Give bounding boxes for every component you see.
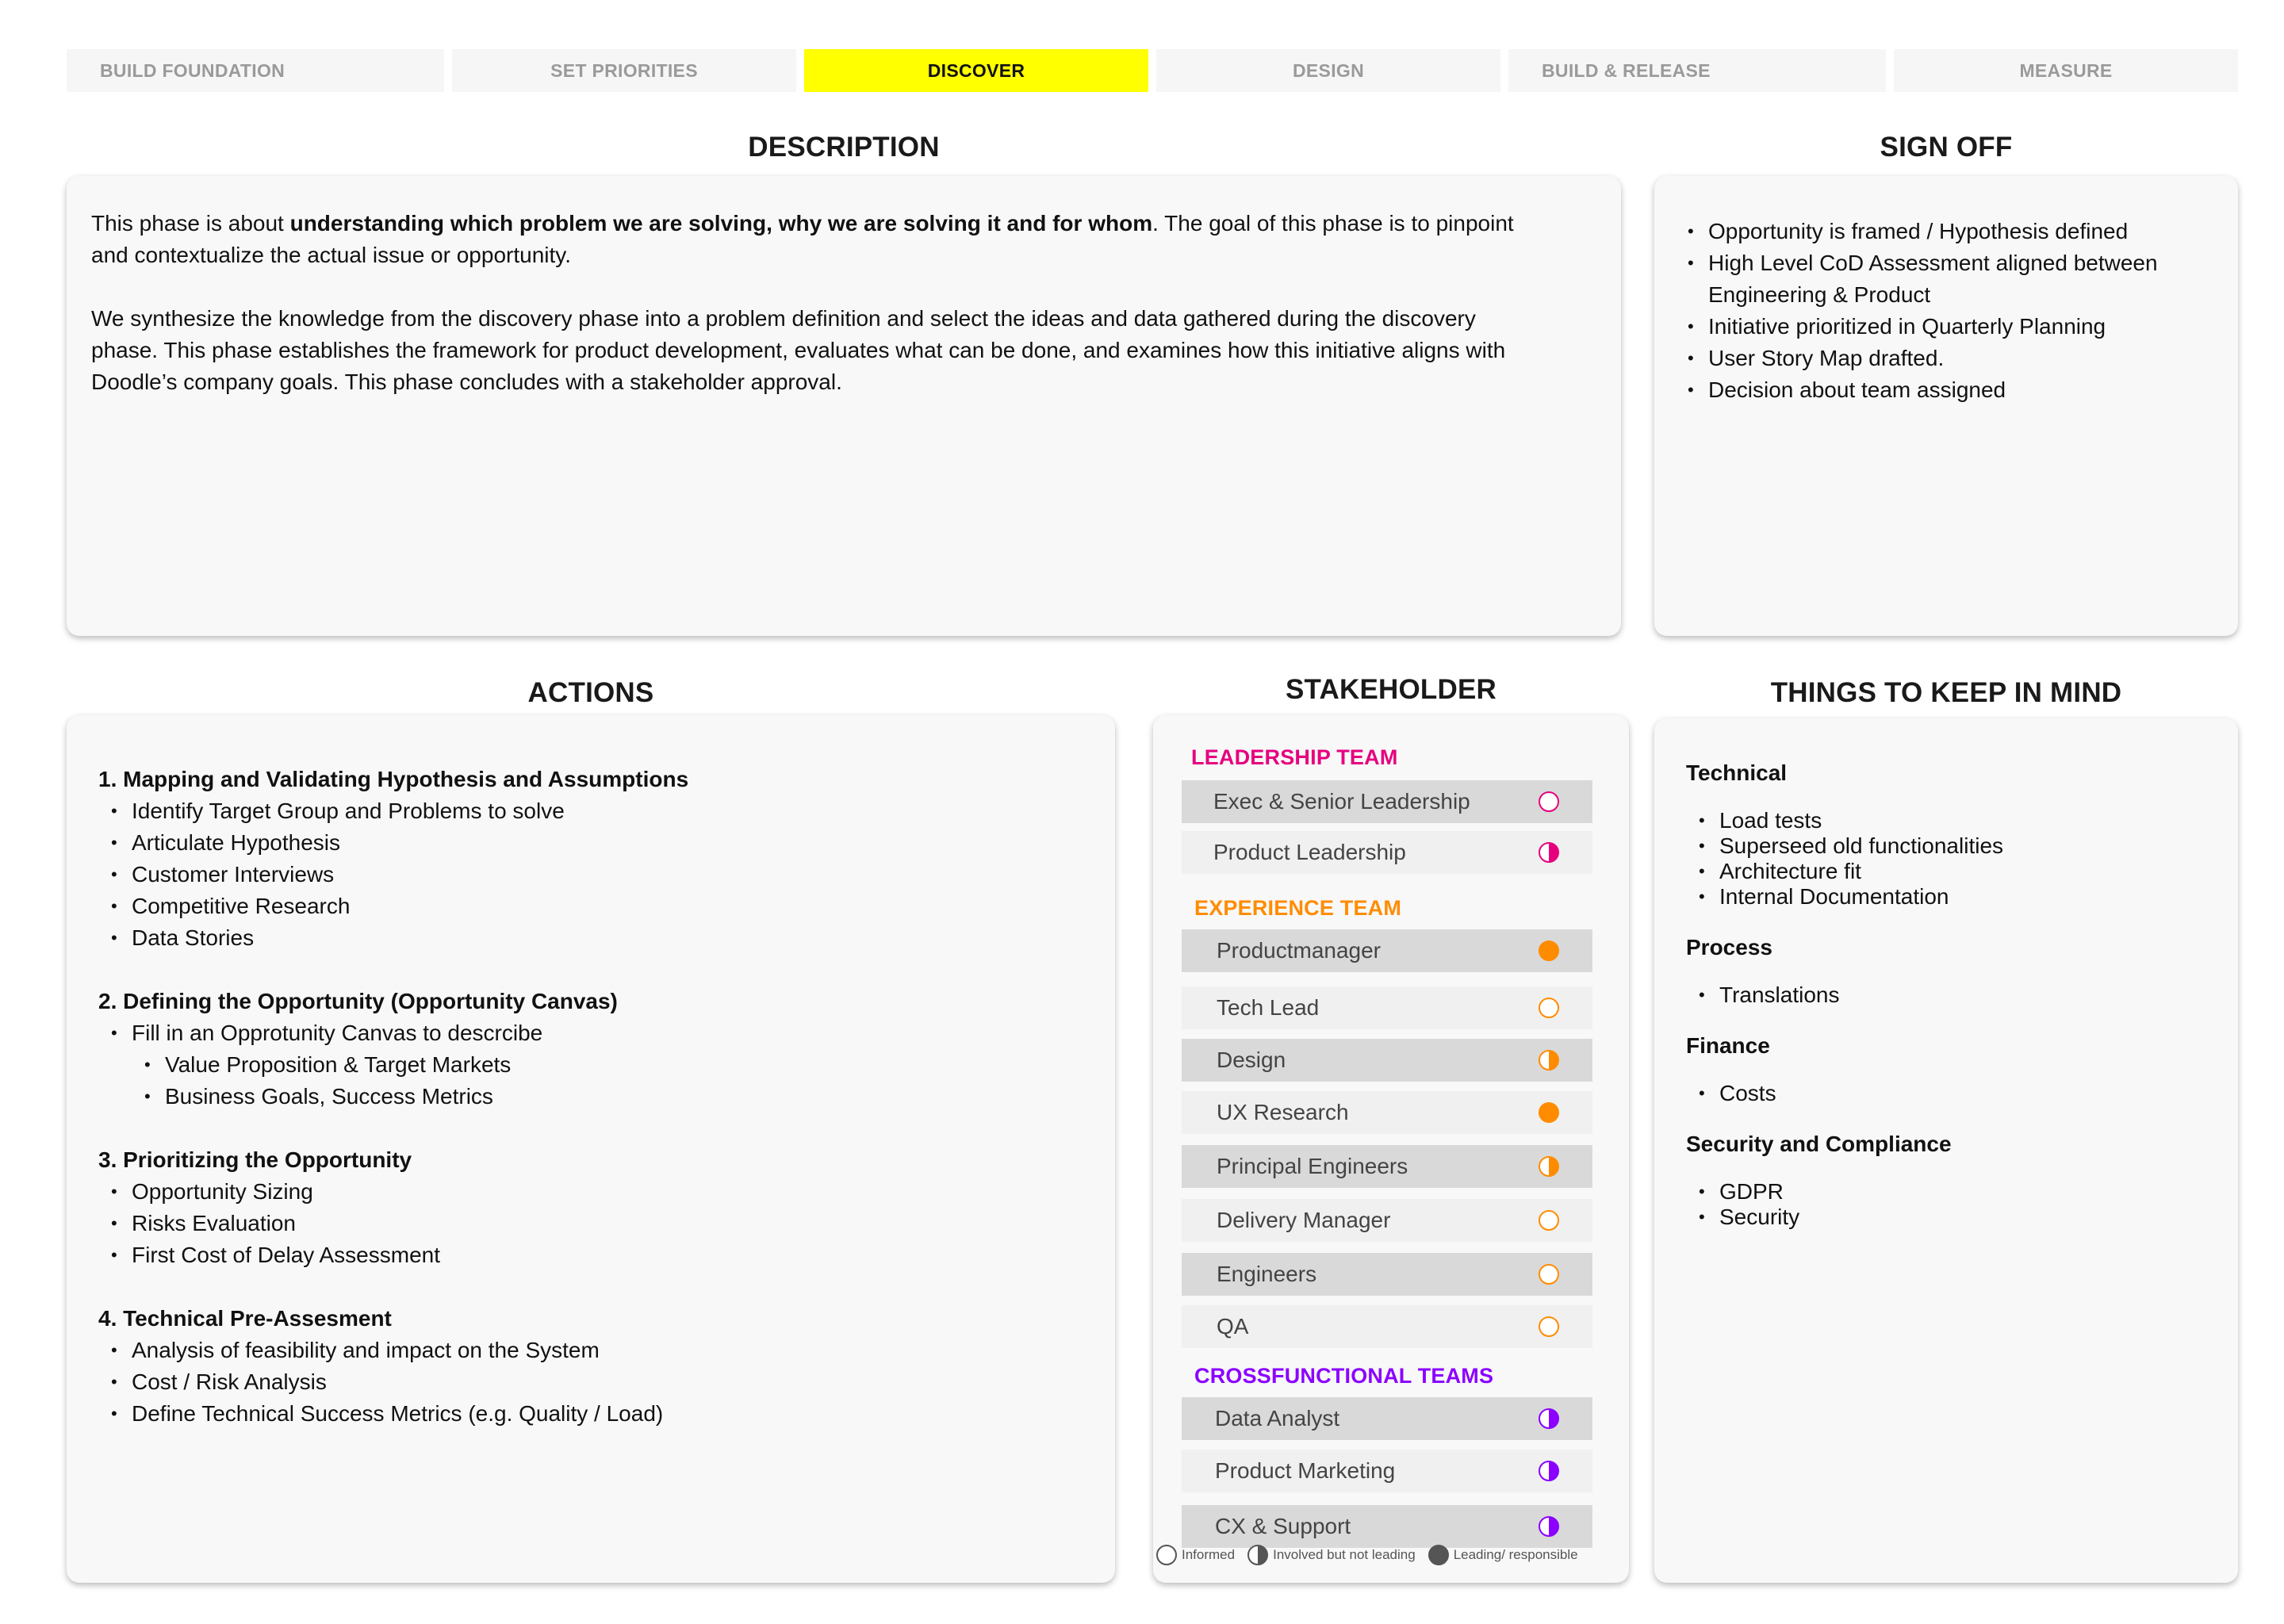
involved-icon — [1247, 1545, 1268, 1565]
stakeholder-label: Productmanager — [1217, 938, 1382, 963]
action-group — [98, 1144, 1050, 1271]
action-item: • Define Technical Success Metrics (e.g. Quality / Load) — [111, 1398, 1050, 1430]
action-item: • Analysis of feasibility and impact on the System — [111, 1335, 1050, 1366]
stakeholder-row — [1182, 929, 1592, 972]
actions-heading: ACTIONS — [527, 677, 654, 708]
involved-icon — [1539, 1461, 1559, 1481]
keep-in-mind-list — [1686, 757, 2194, 1252]
stakeholder-row — [1182, 1199, 1592, 1242]
keep-item: • Translations — [1699, 982, 2194, 1008]
informed-icon — [1539, 1210, 1559, 1231]
action-group — [98, 986, 1050, 1113]
informed-icon — [1539, 998, 1559, 1018]
keep-section-title: Finance — [1686, 1033, 1770, 1058]
stakeholder-heading: STAKEHOLDER — [1286, 674, 1496, 705]
phase-measure[interactable]: MEASURE — [1894, 49, 2238, 92]
leading-icon — [1539, 940, 1559, 961]
stakeholder-row — [1182, 1305, 1592, 1348]
action-group-title: 4. Technical Pre-Assesment — [98, 1306, 392, 1331]
team-title-crossfunctional: CROSSFUNCTIONAL TEAMS — [1194, 1364, 1494, 1388]
action-group — [98, 1303, 1050, 1430]
stakeholder-row — [1182, 1145, 1592, 1188]
informed-icon — [1539, 1316, 1559, 1337]
leading-icon — [1428, 1545, 1449, 1565]
action-group-title: 2. Defining the Opportunity (Opportunity Canvas) — [98, 989, 618, 1013]
stakeholder-label: Exec & Senior Leadership — [1213, 789, 1470, 814]
phase-bar — [67, 49, 2238, 92]
signoff-item: • Opportunity is framed / Hypothesis defined — [1688, 216, 2195, 247]
keep-item: • Internal Documentation — [1699, 884, 2194, 910]
signoff-item: • Initiative prioritized in Quarterly Planning — [1688, 311, 2195, 343]
action-group-title: 1. Mapping and Validating Hypothesis and Assumptions — [98, 767, 689, 791]
stakeholder-row — [1182, 780, 1592, 823]
signoff-item: • Decision about team assigned — [1688, 374, 2195, 406]
legend-involved-label: Involved but not leading — [1273, 1547, 1416, 1562]
involved-icon — [1539, 1156, 1559, 1177]
stakeholder-row — [1182, 1091, 1592, 1134]
stakeholder-row — [1182, 831, 1592, 874]
stakeholder-label: Product Marketing — [1215, 1458, 1396, 1483]
stakeholder-label: Product Leadership — [1213, 840, 1406, 864]
phase-design[interactable]: DESIGN — [1156, 49, 1500, 92]
keep-item: • Load tests — [1699, 808, 2194, 833]
stakeholder-row — [1182, 1253, 1592, 1296]
stakeholder-label: Design — [1217, 1048, 1286, 1072]
stakeholder-row — [1182, 1450, 1592, 1492]
description-p1-pre: This phase is about — [91, 211, 290, 236]
involved-icon — [1539, 842, 1559, 863]
action-item: • Opportunity Sizing — [111, 1176, 1050, 1208]
stakeholder-label: Principal Engineers — [1217, 1154, 1408, 1178]
stakeholder-label: Engineers — [1217, 1262, 1317, 1286]
team-title-leadership: LEADERSHIP TEAM — [1191, 745, 1398, 769]
signoff-item: • User Story Map drafted. — [1688, 343, 2195, 374]
leading-icon — [1539, 1102, 1559, 1123]
actions-list — [98, 764, 1050, 1461]
description-paragraph-2: We synthesize the knowledge from the discovery phase into a problem definition and select the ideas and data gathered during the discovery phase. This phase establishes the framework for product development, evaluates what can be done, and examines how this initiative aligns with Doodle’s company goals. This phase concludes with a stakeholder approval. — [91, 306, 1506, 394]
stakeholder-row — [1182, 1397, 1592, 1440]
action-subitem: • Business Goals, Success Metrics — [144, 1081, 1050, 1113]
phase-discover[interactable]: DISCOVER — [804, 49, 1148, 92]
legend-informed — [1156, 1545, 1235, 1565]
action-item: • Fill in an Opprotunity Canvas to descrcibe — [111, 1017, 1050, 1049]
team-title-experience: EXPERIENCE TEAM — [1194, 896, 1402, 920]
involved-icon — [1539, 1408, 1559, 1429]
action-group — [98, 764, 1050, 954]
legend-informed-label: Informed — [1182, 1547, 1236, 1562]
action-item: • Cost / Risk Analysis — [111, 1366, 1050, 1398]
legend-leading — [1428, 1545, 1578, 1565]
stakeholder-label: QA — [1217, 1314, 1249, 1339]
stakeholder-label: Data Analyst — [1215, 1406, 1340, 1431]
involved-icon — [1539, 1050, 1559, 1071]
keep-item: • Costs — [1699, 1081, 2194, 1106]
action-item: • Competitive Research — [111, 891, 1050, 922]
keep-section-title: Security and Compliance — [1686, 1132, 1952, 1156]
stakeholder-row — [1182, 1039, 1592, 1082]
keep-item: • GDPR — [1699, 1179, 2194, 1205]
action-item: • Articulate Hypothesis — [111, 827, 1050, 859]
description-p1-bold: understanding which problem we are solving, why we are solving it and for whom — [289, 211, 1153, 236]
informed-icon — [1539, 791, 1559, 812]
stakeholder-legend — [1156, 1545, 1591, 1565]
signoff-heading: SIGN OFF — [1880, 132, 2013, 163]
phase-set-priorities[interactable]: SET PRIORITIES — [452, 49, 796, 92]
keep-item: • Security — [1699, 1205, 2194, 1230]
action-group-title: 3. Prioritizing the Opportunity — [98, 1147, 412, 1172]
phase-build-release[interactable]: BUILD & RELEASE — [1508, 49, 1886, 92]
action-item: • Customer Interviews — [111, 859, 1050, 891]
description-heading: DESCRIPTION — [748, 132, 940, 163]
informed-icon — [1156, 1545, 1177, 1565]
stakeholder-label: UX Research — [1217, 1100, 1349, 1124]
description-paragraph-1 — [91, 208, 1519, 271]
action-item: • Identify Target Group and Problems to solve — [111, 795, 1050, 827]
stakeholder-label: CX & Support — [1215, 1514, 1351, 1538]
keep-item: • Architecture fit — [1699, 859, 2194, 884]
stakeholder-label: Delivery Manager — [1217, 1208, 1391, 1232]
action-subitem: • Value Proposition & Target Markets — [144, 1049, 1050, 1081]
action-item: • Risks Evaluation — [111, 1208, 1050, 1239]
keep-item: • Superseed old functionalities — [1699, 833, 2194, 859]
action-item: • Data Stories — [111, 922, 1050, 954]
signoff-list — [1688, 216, 2195, 406]
action-item: • First Cost of Delay Assessment — [111, 1239, 1050, 1271]
keep-section-title: Technical — [1686, 760, 1788, 785]
involved-icon — [1539, 1516, 1559, 1537]
stakeholder-label: Tech Lead — [1217, 995, 1320, 1020]
description-p1-post: . The goal of this phase is to pinpoint and contextualize the actual issue or opportunity. — [91, 211, 1514, 267]
legend-leading-label: Leading/ responsible — [1453, 1547, 1578, 1562]
stakeholder-row — [1182, 986, 1592, 1029]
informed-icon — [1539, 1264, 1559, 1285]
phase-build-foundation[interactable]: BUILD FOUNDATION — [67, 49, 444, 92]
legend-involved — [1247, 1545, 1416, 1565]
keep-in-mind-heading: THINGS TO KEEP IN MIND — [1770, 677, 2122, 708]
keep-section-title: Process — [1686, 935, 1772, 959]
signoff-item: • High Level CoD Assessment aligned between Engineering & Product — [1688, 247, 2195, 311]
description-text — [91, 208, 1519, 430]
stakeholder-row — [1182, 1505, 1592, 1548]
